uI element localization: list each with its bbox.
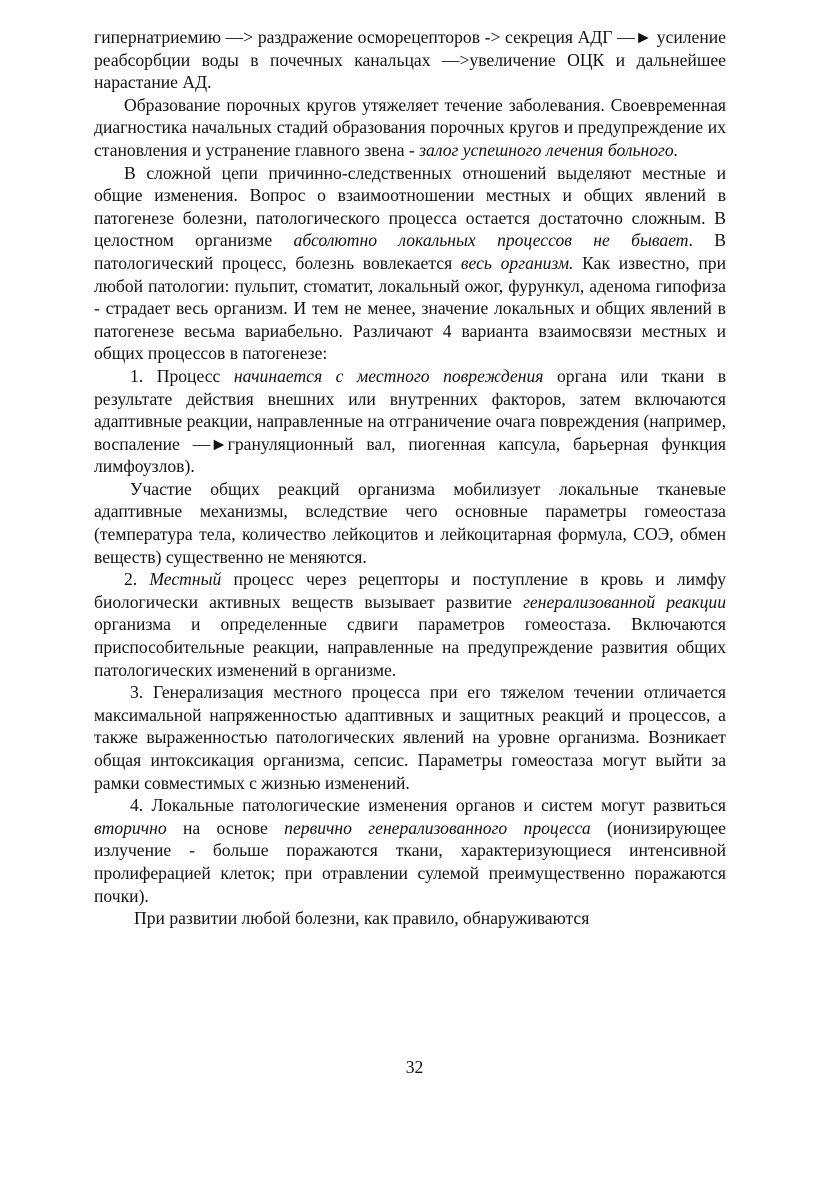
paragraph-7 [94,681,726,794]
paragraph-1-text: гипернатриемию —> раздражение осморецепторов -> секреция АДГ —► усиление реабсорбции воды в почечных канальцах —>увеличение ОЦК и дальнейшее нарастание АД. [94,27,726,93]
paragraph-5 [94,478,726,568]
paragraph-3-text-a: В сложной цепи причинно-следственных отношений выделяют местные и общие изменения. Вопрос о взаимоотношении местных и общих явлений в патогенезе болезни, патологического процесса остается достаточно сложным. В целостном организме [94,162,726,251]
paragraph-8-text-b: на основе [166,817,285,838]
paragraph-9 [94,907,726,930]
paragraph-6-emphasis-a: Местный [149,569,222,590]
paragraph-7-text: 3. Генерализация местного процесса при его тяжелом течении отличается максимальной напряженностью адаптивных и защитных реакций и процессов, а также выраженностью патологических явлений на уровне организма. Возникает общая интоксикация организма, сепсис. Параметры гомеостаза могут выйти за рамки совместимых с жизнью изменений. [94,682,726,793]
paragraph-6-text-a: 2. [124,569,150,590]
paragraph-3-emphasis-a: абсолютно локальных процессов не бывает [293,230,689,251]
paragraph-6 [94,568,726,681]
paragraph-2-emphasis: залог успешного лечения больного. [419,139,679,160]
paragraph-4-text-a: 1. Процесс [130,365,234,386]
paragraph-3-text-b: . В патологический процесс, болезнь вовлекается [94,230,726,273]
paragraph-8-emphasis-b: первично генерализованного процесса [284,817,591,838]
paragraph-2 [94,94,726,162]
paragraph-8-text-c: (ионизирующее излучение - больше поражаются ткани, характеризующиеся интенсивной пролиферацией клеток; при отравлении сулемой преимущественно поражаются почки). [94,817,726,906]
paragraph-3 [94,162,726,365]
paragraph-6-text-b: процесс через рецепторы и поступление в кровь и лимфу биологически активных веществ вызывает развитие [94,569,726,612]
page-number: 32 [405,1057,424,1077]
paragraph-6-emphasis-b: генерализованной реакции [523,591,726,612]
paragraph-9-text: При развитии любой болезни, как правило, обнаруживаются [134,908,590,929]
paragraph-8-emphasis-a: вторично [94,817,167,838]
paragraph-3-emphasis-b: весь организм. [460,252,574,273]
paragraph-2-text: Образование порочных кругов утяжеляет течение заболевания. Своевременная диагностика начальных стадий образования порочных кругов и предупреждение их становления и устранение главного звена - [94,94,726,160]
paragraph-4 [94,365,726,478]
paragraph-4-emphasis: начинается с местного повреждения [233,365,544,386]
paragraph-5-text: Участие общих реакций организма мобилизует локальные тканевые адаптивные механизмы, вследствие чего основные параметры гомеостаза (температура тела, количество лейкоцитов и лейкоцитарная формула, СОЭ, обмен веществ) существенно не меняются. [94,478,726,567]
paragraph-1 [94,26,726,94]
paragraph-4-text-b: органа или ткани в результате действия внешних или внутренних факторов, затем включаются адаптивные реакции, направленные на отграничение очага повреждения (например, воспаление —►грануляционный вал, пиогенная капсула, барьерная функция лимфоузлов). [94,365,726,477]
document-body [94,26,726,930]
paragraph-6-text-c: организма и определенные сдвиги параметров гомеостаза. Включаются приспособительные реакции, направленные на предупреждение развития общих патологических изменений в организме. [94,614,726,680]
paragraph-8-text-a: 4. Локальные патологические изменения органов и систем могут развиться [130,795,726,816]
paragraph-8 [94,794,726,907]
paragraph-3-text-c: Как известно, при любой патологии: пульпит, стоматит, локальный ожог, фурункул, аденома гипофиза - страдает весь организм. И тем не менее, значение локальных и общих явлений в патогенезе весьма вариабельно. Различают 4 варианта взаимосвязи местных и общих процессов в патогенезе: [94,252,726,364]
